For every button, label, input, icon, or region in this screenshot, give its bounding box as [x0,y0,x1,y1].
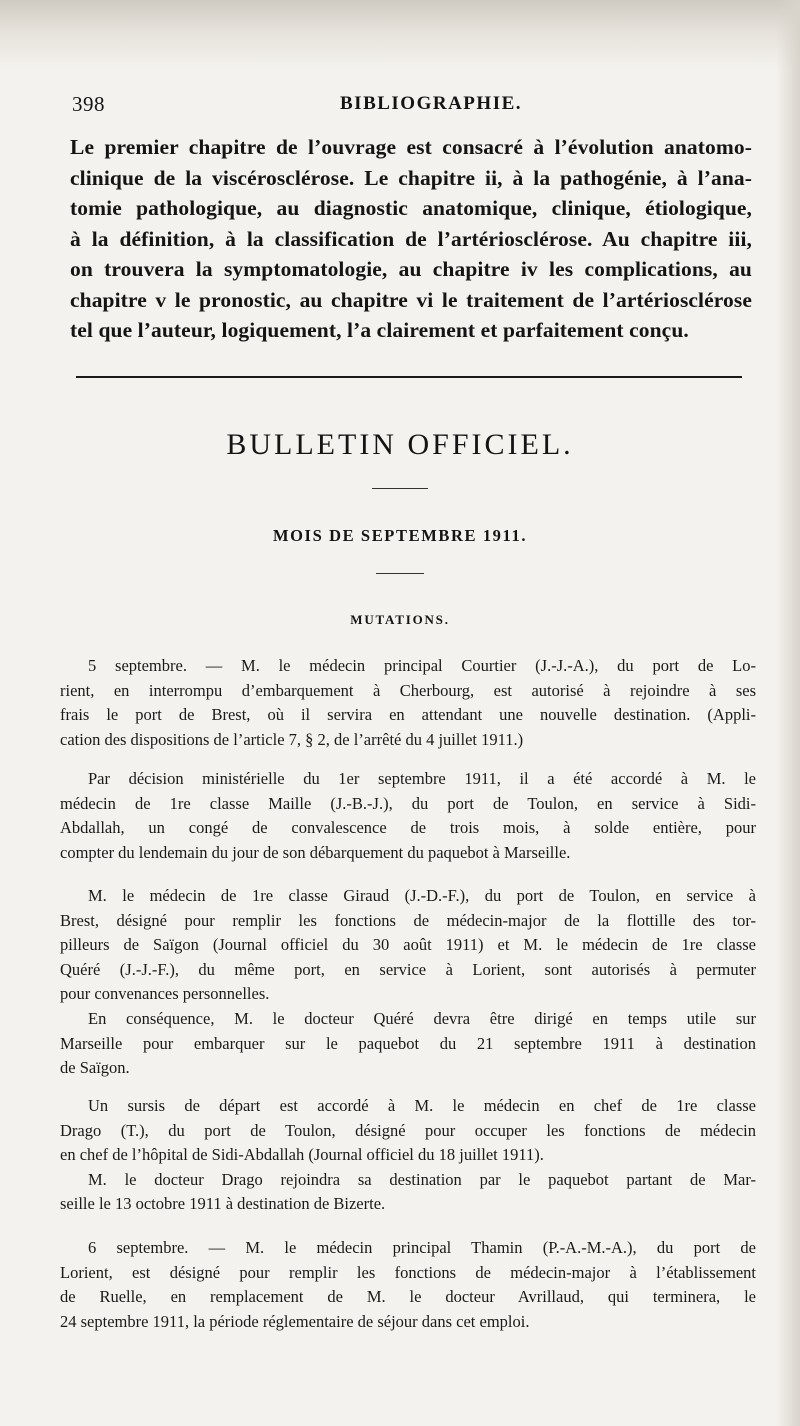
text-line: En conséquence, M. le docteur Quéré devra être dirigé en temps utile sur [88,1008,756,1028]
month-heading: MOIS DE SEPTEMBRE 1911. [272,526,528,545]
text-line: Brest, désigné pour remplir les fonctions de médecin-major de la flottille des tor- [60,910,756,930]
text-line: de Ruelle, en remplacement de M. le docteur Avrillaud, qui terminera, le [60,1287,756,1307]
text-line: on trouvera la symptomatologie, au chapitre iv les complications, au [70,257,752,281]
mutation-entry [60,884,756,1081]
text-line: seille le 13 octobre 1911 à destination de Bizerte. [60,1194,386,1214]
text-line: M. le docteur Drago rejoindra sa destination par le paquebot partant de Mar- [88,1169,756,1189]
scan-shadow-right [776,0,800,1426]
text-line: en chef de l’hôpital de Sidi-Abdallah (Journal officiel du 18 juillet 1911). [60,1145,544,1165]
text-line: médecin de 1re classe Maille (J.-B.-J.), du port de Toulon, en service à Sidi- [60,793,756,813]
text-line: pour convenances personnelles. [60,984,270,1004]
text-line: chapitre v le pronostic, au chapitre vi le traitement de l’artériosclérose [70,287,752,312]
text-line: Marseille pour embarquer sur le paquebot du 21 septembre 1911 à destination [60,1033,756,1053]
bibliography-paragraph [70,132,752,346]
section-heading: MUTATIONS. [350,612,450,627]
text-line: frais le port de Brest, où il servira en attendant une nouvelle destination. (Appli- [60,705,756,725]
text-line: Par décision ministérielle du 1er septembre 1911, il a été accordé à M. le [88,769,756,788]
page-header [72,92,752,122]
page-number: 398 [72,92,105,116]
mutation-entry [60,654,756,752]
title-rule [372,488,428,489]
text-line: Lorient, est désigné pour remplir les fonctions de médecin-major à l’établissement [60,1262,756,1282]
text-line: M. le médecin de 1re classe Giraud (J.-D.-F.), du port de Toulon, en service à [88,886,756,905]
text-line: pilleurs de Saïgon (Journal officiel du 30 août 1911) et M. le médecin de 1re classe [60,935,756,955]
text-line: Abdallah, un congé de convalescence de trois mois, à solde entière, pour [60,818,756,838]
text-line: 6 septembre. — M. le médecin principal Thamin (P.-A.-M.-A.), du port de [88,1238,756,1257]
section-divider [76,376,742,378]
running-title: BIBLIOGRAPHIE. [340,93,523,114]
text-line: tomie pathologique, au diagnostic anatomique, clinique, étiologique, [70,196,752,220]
text-line: Drago (T.), du port de Toulon, désigné pour occuper les fonctions de médecin [60,1120,756,1140]
text-line: 5 septembre. — M. le médecin principal Courtier (J.-J.-A.), du port de Lo- [88,656,756,675]
text-line: Un sursis de départ est accordé à M. le médecin en chef de 1re classe [88,1096,756,1115]
text-line: 24 septembre 1911, la période réglementaire de séjour dans cet emploi. [60,1311,530,1331]
text-line: compter du lendemain du jour de son débarquement du paquebot à Marseille. [60,842,571,862]
text-line: Quéré (J.-J.-F.), du même port, en service à Lorient, sont autorisés à permuter [60,959,756,979]
bulletin-title: BULLETIN OFFICIEL. [226,428,574,461]
scan-shadow-top [0,0,800,70]
text-line: clinique de la viscérosclérose. Le chapitre ii, à la pathogénie, à l’ana- [70,165,752,190]
text-line: rient, en interrompu d’embarquement à Cherbourg, est autorisé à rejoindre à ses [60,680,756,700]
mutation-entry [60,767,756,865]
text-line: tel que l’auteur, logiquement, l’a clairement et parfaitement conçu. [70,318,689,342]
text-line: de Saïgon. [60,1058,130,1078]
mutation-entry [60,1094,756,1217]
month-rule [376,573,424,574]
text-line: Le premier chapitre de l’ouvrage est consacré à l’évolution anatomo- [70,135,752,159]
text-line: cation des dispositions de l’article 7, § 2, de l’arrêté du 4 juillet 1911.) [60,729,524,749]
mutation-entry [60,1236,756,1334]
text-line: à la définition, à la classification de l’artériosclérose. Au chapitre iii, [70,226,752,251]
